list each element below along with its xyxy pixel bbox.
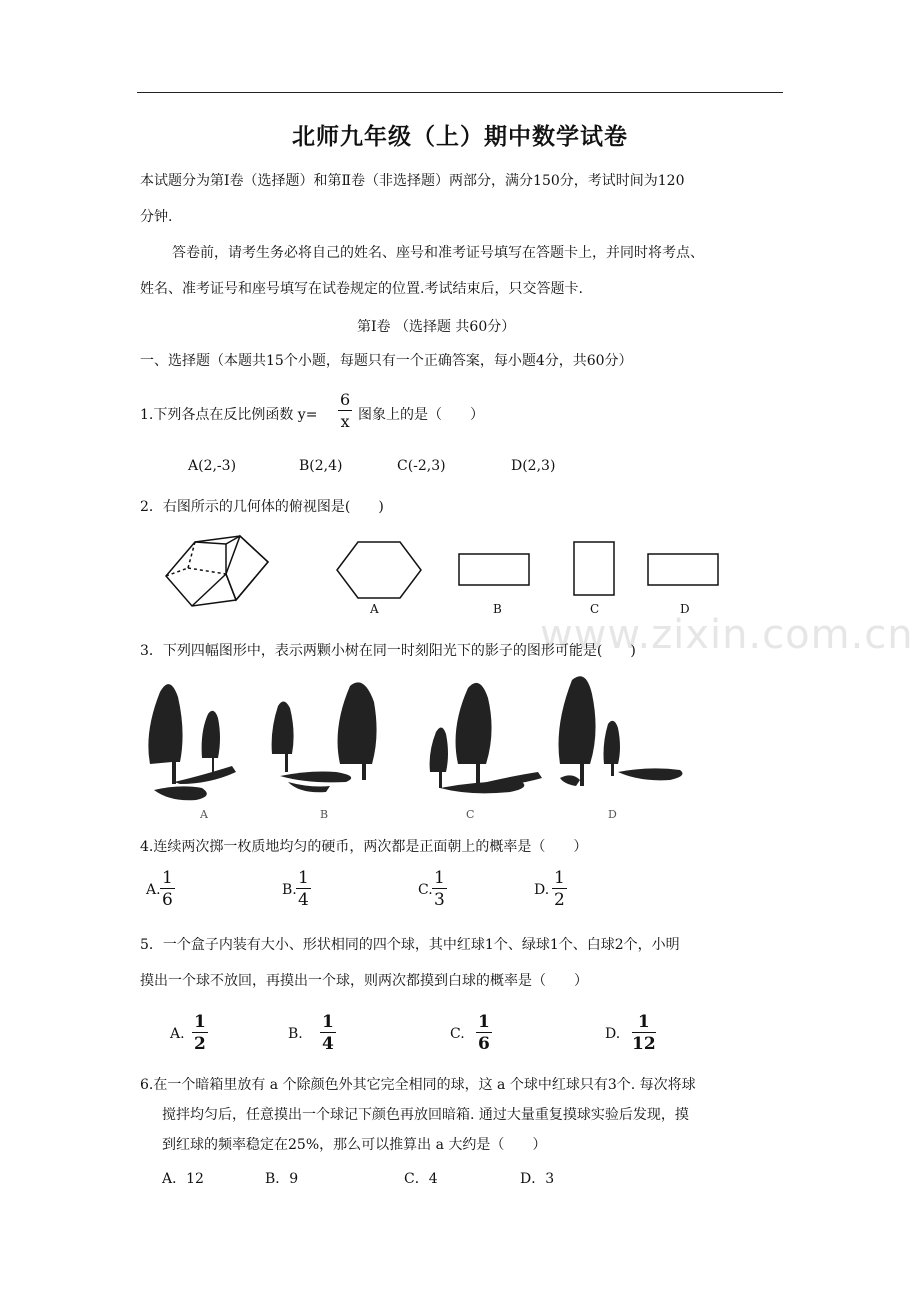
- intro-line-2: 答卷前，请考生务必将自己的姓名、座号和准考证号填写在答题卡上，并同时将考点、: [172, 245, 704, 261]
- q1-option-a: A(2,-3): [188, 458, 237, 474]
- q6-option-c: C．4: [404, 1171, 438, 1187]
- q1-option-c: C(-2,3): [397, 458, 446, 474]
- q4-d-den: 2: [554, 890, 565, 910]
- tree-figure-b: [272, 682, 377, 792]
- q6-option-d: D．3: [520, 1171, 555, 1187]
- q5-a-den: 2: [194, 1034, 206, 1054]
- q2-figures: [160, 528, 740, 624]
- q4-d-num: 1: [554, 868, 565, 888]
- intro-line-2b: 姓名、准考证号和座号填写在试卷规定的位置.考试结束后，只交答题卡.: [140, 281, 583, 297]
- q5-option-d-fraction: [632, 1012, 656, 1055]
- q5-d-num: 1: [632, 1012, 656, 1033]
- intro-line-1: 本试题分为第Ⅰ卷（选择题）和第Ⅱ卷（非选择题）两部分，满分150分，考试时间为120: [140, 173, 685, 189]
- q2-label-a: A: [370, 602, 379, 616]
- q6-text-line-2: 搅拌均匀后，任意摸出一个球记下颜色再放回暗箱. 通过大量重复摸球实验后发现，摸: [162, 1107, 689, 1123]
- tree-figure-a: [148, 684, 236, 800]
- part-one-heading: 第Ⅰ卷 （选择题 共60分）: [357, 319, 516, 335]
- q4-option-a-letter: A.: [146, 882, 161, 898]
- option-d-rectangle: [648, 554, 718, 585]
- q1-frac-den: x: [340, 412, 350, 431]
- q4-option-b-fraction: [296, 868, 311, 911]
- q5-option-a-fraction: [192, 1012, 208, 1055]
- q4-text: 4.连续两次掷一枚质地均匀的硬币，两次都是正面朝上的概率是（ ）: [140, 839, 588, 855]
- intro-line-1b: 分钟.: [140, 209, 173, 225]
- q1-option-b: B(2,4): [299, 458, 343, 474]
- q2-text: 2．右图所示的几何体的俯视图是( ): [140, 499, 384, 515]
- q5-option-c-letter: C.: [450, 1026, 465, 1042]
- q3-tree-figures: [140, 672, 700, 822]
- q4-b-num: 1: [298, 868, 309, 888]
- tree-figure-d: [559, 676, 683, 786]
- q5-b-den: 4: [322, 1034, 334, 1054]
- q5-option-d-letter: D.: [605, 1026, 621, 1042]
- q3-label-d: D: [608, 808, 617, 821]
- q4-c-num: 1: [434, 868, 445, 888]
- q1-text-a: 1.下列各点在反比例函数 y=: [140, 407, 318, 423]
- q4-b-den: 4: [298, 890, 309, 910]
- q5-option-c-fraction: [476, 1012, 492, 1055]
- q1-frac-num: 6: [340, 390, 351, 409]
- q4-c-den: 3: [434, 890, 445, 910]
- q4-option-c-fraction: [432, 868, 447, 911]
- q5-text-line-1: 5．一个盒子内装有大小、形状相同的四个球，其中红球1个、绿球1个、白球2个，小明: [140, 937, 680, 953]
- section-one-heading: 一、选择题（本题共15个小题，每题只有一个正确答案，每小题4分，共60分）: [140, 353, 633, 369]
- hexagonal-prism-figure: [166, 536, 268, 606]
- q5-option-b-letter: B.: [288, 1026, 303, 1042]
- q5-c-den: 6: [478, 1034, 490, 1054]
- q6-text-line-3: 到红球的频率稳定在25%，那么可以推算出 a 大约是（ ）: [162, 1137, 547, 1153]
- q1-option-d: D(2,3): [511, 458, 556, 474]
- q4-option-d-letter: D.: [534, 882, 550, 898]
- q4-a-den: 6: [162, 890, 173, 910]
- q4-option-d-fraction: [552, 868, 567, 911]
- option-b-rectangle: [459, 554, 529, 585]
- option-c-rectangle: [574, 542, 614, 595]
- q5-b-num: 1: [322, 1012, 334, 1032]
- option-a-hexagon: [337, 542, 421, 598]
- q5-option-a-letter: A.: [170, 1026, 185, 1042]
- tree-figure-c: [430, 683, 542, 793]
- q5-a-num: 1: [194, 1012, 206, 1032]
- q3-label-b: B: [320, 808, 329, 821]
- q6-option-b: B．9: [265, 1171, 299, 1187]
- q1-text-b: 图象上的是（ ）: [358, 407, 484, 423]
- q5-option-b-fraction: [320, 1012, 336, 1055]
- q6-text-line-1: 6.在一个暗箱里放有 a 个除颜色外其它完全相同的球，这 a 个球中红球只有3个. 每次将球: [140, 1077, 696, 1093]
- q4-option-a-fraction: [160, 868, 175, 911]
- q6-option-a: A．12: [162, 1171, 204, 1187]
- q2-label-d: D: [680, 602, 690, 616]
- q2-label-b: B: [493, 602, 502, 616]
- q5-d-den: 12: [632, 1034, 656, 1054]
- q4-a-num: 1: [162, 868, 173, 888]
- q3-text: 3．下列四幅图形中，表示两颗小树在同一时刻阳光下的影子的图形可能是( ): [140, 643, 636, 659]
- q5-text-line-2: 摸出一个球不放回，再摸出一个球，则两次都摸到白球的概率是（ ）: [140, 973, 588, 989]
- header-rule: [137, 92, 783, 93]
- q5-c-num: 1: [478, 1012, 490, 1032]
- q2-label-c: C: [590, 602, 600, 616]
- q4-option-c-letter: C.: [418, 882, 433, 898]
- watermark-text: www.zixin.com.cn: [540, 612, 914, 658]
- exam-title: 北师九年级（上）期中数学试卷: [292, 123, 628, 150]
- q3-label-a: A: [200, 808, 208, 821]
- q1-fraction: [338, 390, 352, 433]
- q4-option-b-letter: B.: [282, 882, 297, 898]
- q3-label-c: C: [466, 808, 475, 821]
